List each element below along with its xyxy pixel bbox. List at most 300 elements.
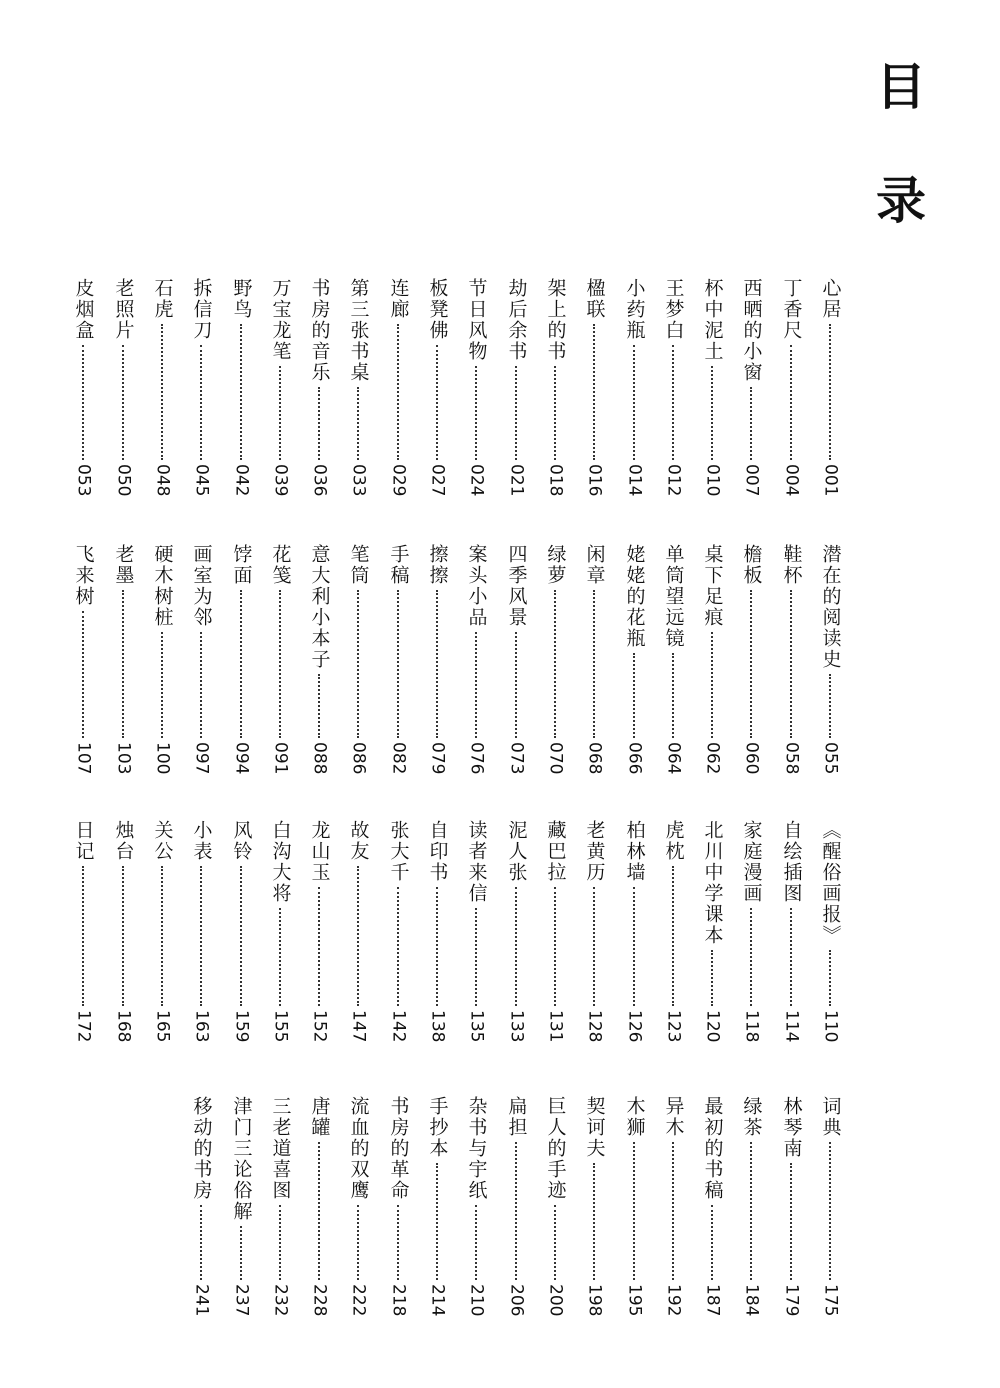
entry-page-number: 039 [270, 463, 291, 496]
dot-leader [357, 387, 359, 460]
entry-title: 四季风景 [505, 544, 528, 628]
dot-leader [515, 1142, 517, 1280]
dot-leader [436, 590, 438, 738]
title-char-1: 目 [876, 57, 926, 116]
toc-entry[interactable] [304, 1096, 334, 1316]
entry-title: 异木 [662, 1096, 685, 1138]
toc-entry[interactable] [815, 1096, 845, 1316]
entry-page-number: 107 [73, 741, 94, 774]
entry-title: 唐罐 [308, 1096, 331, 1138]
dot-leader [593, 887, 595, 1006]
toc-entry[interactable] [815, 820, 845, 1042]
entry-page-number: 165 [152, 1009, 173, 1042]
title-char-2: 录 [876, 171, 926, 230]
dot-leader [750, 908, 752, 1006]
toc-entry[interactable] [343, 278, 373, 496]
dot-leader [711, 1205, 713, 1280]
dot-leader [829, 674, 831, 738]
entry-page-number: 010 [702, 463, 723, 496]
entry-title: 扁担 [505, 1096, 528, 1138]
dot-leader [672, 345, 674, 460]
entry-page-number: 086 [348, 741, 369, 774]
entry-title: 木狮 [623, 1096, 646, 1138]
entry-page-number: 133 [506, 1009, 527, 1042]
entry-page-number: 210 [466, 1283, 487, 1316]
entry-title: 手抄本 [426, 1096, 449, 1159]
toc-entry[interactable] [186, 278, 216, 496]
toc-entry[interactable] [658, 1096, 688, 1316]
toc-entry[interactable] [265, 1096, 295, 1316]
entry-page-number: 206 [506, 1283, 527, 1316]
entry-title: 自绘插图 [780, 820, 803, 904]
entry-title: 小表 [190, 820, 213, 862]
dot-leader [475, 632, 477, 738]
dot-leader [436, 1163, 438, 1280]
entry-title: 书房的革命 [387, 1096, 410, 1201]
entry-title: 绿萝 [544, 544, 567, 586]
dot-leader [475, 908, 477, 1006]
entry-title: 张大千 [387, 820, 410, 883]
entry-page-number: 068 [584, 741, 605, 774]
dot-leader [279, 908, 281, 1006]
dot-leader [829, 324, 831, 460]
dot-leader [357, 590, 359, 738]
entry-page-number: 126 [624, 1009, 645, 1042]
toc-entry[interactable] [147, 278, 177, 496]
entry-title: 鞋杯 [780, 544, 803, 586]
toc-entry[interactable] [343, 820, 373, 1042]
toc-entry[interactable] [619, 820, 649, 1042]
toc-entry[interactable] [186, 1096, 216, 1316]
dot-leader [161, 866, 163, 1006]
entry-title: 《醒俗画报》 [819, 820, 842, 946]
dot-leader [829, 950, 831, 1006]
entry-title: 手稿 [387, 544, 410, 586]
toc-entry[interactable] [383, 278, 413, 496]
toc-entry[interactable] [147, 544, 177, 774]
dot-leader [240, 866, 242, 1006]
toc-entry[interactable] [304, 278, 334, 496]
toc-entry[interactable] [383, 544, 413, 774]
dot-leader [790, 590, 792, 738]
entry-page-number: 018 [545, 463, 566, 496]
dot-leader [633, 653, 635, 738]
dot-leader [200, 345, 202, 460]
entry-title: 老照片 [112, 278, 135, 341]
entry-title: 节日风物 [465, 278, 488, 362]
dot-leader [711, 950, 713, 1006]
entry-title: 第三张书桌 [347, 278, 370, 383]
entry-page-number: 094 [231, 741, 252, 774]
entry-page-number: 147 [348, 1009, 369, 1042]
dot-leader [515, 366, 517, 460]
entry-title: 石虎 [151, 278, 174, 320]
entry-title: 画室为邻 [190, 544, 213, 628]
entry-page-number: 110 [820, 1009, 841, 1042]
entry-title: 架上的书 [544, 278, 567, 362]
dot-leader [279, 366, 281, 460]
entry-page-number: 131 [545, 1009, 566, 1042]
toc-entry[interactable] [461, 544, 491, 774]
dot-leader [318, 387, 320, 460]
toc-entry[interactable] [383, 1096, 413, 1316]
toc-entry[interactable] [265, 278, 295, 496]
toc-entry[interactable] [619, 544, 649, 774]
dot-leader [554, 590, 556, 738]
dot-leader [318, 674, 320, 738]
entry-page-number: 155 [270, 1009, 291, 1042]
entry-page-number: 050 [113, 463, 134, 496]
dot-leader [515, 632, 517, 738]
dot-leader [161, 324, 163, 460]
entry-title: 野鸟 [230, 278, 253, 320]
entry-page-number: 073 [506, 741, 527, 774]
dot-leader [475, 366, 477, 460]
entry-title: 柏林墙 [623, 820, 646, 883]
entry-page-number: 152 [309, 1009, 330, 1042]
toc-entry[interactable] [501, 820, 531, 1042]
entry-page-number: 163 [191, 1009, 212, 1042]
entry-page-number: 048 [152, 463, 173, 496]
dot-leader [122, 866, 124, 1006]
entry-page-number: 195 [624, 1283, 645, 1316]
entry-page-number: 033 [348, 463, 369, 496]
dot-leader [82, 611, 84, 738]
entry-title: 王梦白 [662, 278, 685, 341]
entry-title: 最初的书稿 [701, 1096, 724, 1201]
entry-page-number: 029 [388, 463, 409, 496]
toc-entry[interactable] [736, 278, 766, 496]
entry-title: 家庭漫画 [740, 820, 763, 904]
entry-title: 移动的书房 [190, 1096, 213, 1201]
toc-entry[interactable] [461, 278, 491, 496]
entry-page-number: 241 [191, 1283, 212, 1316]
entry-page-number: 012 [663, 463, 684, 496]
dot-leader [750, 1142, 752, 1280]
entry-title: 词典 [819, 1096, 842, 1138]
entry-page-number: 172 [73, 1009, 94, 1042]
entry-title: 小药瓶 [623, 278, 646, 341]
entry-page-number: 024 [466, 463, 487, 496]
entry-page-number: 004 [781, 463, 802, 496]
entry-title: 檐板 [740, 544, 763, 586]
dot-leader [593, 590, 595, 738]
entry-page-number: 200 [545, 1283, 566, 1316]
dot-leader [672, 653, 674, 738]
entry-page-number: 120 [702, 1009, 723, 1042]
entry-page-number: 058 [781, 741, 802, 774]
toc-entry[interactable] [265, 544, 295, 774]
toc-entry[interactable] [68, 278, 98, 496]
dot-leader [279, 1205, 281, 1280]
entry-page-number: 142 [388, 1009, 409, 1042]
entry-page-number: 060 [741, 741, 762, 774]
dot-leader [554, 366, 556, 460]
toc-entry[interactable] [343, 544, 373, 774]
toc-entry[interactable] [619, 278, 649, 496]
toc-entry[interactable] [343, 1096, 373, 1316]
entry-page-number: 128 [584, 1009, 605, 1042]
dot-leader [593, 324, 595, 460]
entry-page-number: 222 [348, 1283, 369, 1316]
toc-entry[interactable] [304, 544, 334, 774]
entry-page-number: 175 [820, 1283, 841, 1316]
toc-entry[interactable] [226, 278, 256, 496]
toc-entry[interactable] [736, 1096, 766, 1316]
dot-leader [279, 590, 281, 738]
toc-entry[interactable] [422, 820, 452, 1042]
entry-title: 花笺 [269, 544, 292, 586]
entry-title: 自印书 [426, 820, 449, 883]
entry-page-number: 097 [191, 741, 212, 774]
entry-title: 饽面 [230, 544, 253, 586]
entry-title: 劫后余书 [505, 278, 528, 362]
entry-title: 关公 [151, 820, 174, 862]
dot-leader [318, 887, 320, 1006]
dot-leader [161, 632, 163, 738]
entry-title: 烛台 [112, 820, 135, 862]
entry-page-number: 123 [663, 1009, 684, 1042]
dot-leader [397, 887, 399, 1006]
entry-page-number: 014 [624, 463, 645, 496]
toc-entry[interactable] [579, 544, 609, 774]
dot-leader [554, 887, 556, 1006]
entry-title: 泥人张 [505, 820, 528, 883]
dot-leader [397, 1205, 399, 1280]
dot-leader [790, 908, 792, 1006]
dot-leader [554, 1205, 556, 1280]
entry-page-number: 021 [506, 463, 527, 496]
entry-title: 擦擦 [426, 544, 449, 586]
dot-leader [82, 866, 84, 1006]
entry-title: 流血的双鹰 [347, 1096, 370, 1201]
toc-entry[interactable] [501, 544, 531, 774]
toc-entry[interactable] [697, 1096, 727, 1316]
toc-entry[interactable] [422, 544, 452, 774]
entry-title: 契诃夫 [583, 1096, 606, 1159]
dot-leader [790, 1163, 792, 1280]
entry-page-number: 179 [781, 1283, 802, 1316]
entry-title: 绿茶 [740, 1096, 763, 1138]
dot-leader [829, 1142, 831, 1280]
entry-title: 笔筒 [347, 544, 370, 586]
dot-leader [790, 345, 792, 460]
toc-entry[interactable] [540, 1096, 570, 1316]
entry-page-number: 076 [466, 741, 487, 774]
page-title [866, 57, 936, 230]
dot-leader [318, 1142, 320, 1280]
toc-entry[interactable] [147, 820, 177, 1042]
entry-title: 津门三论俗解 [230, 1096, 253, 1222]
entry-title: 杯中泥土 [701, 278, 724, 362]
entry-page-number: 187 [702, 1283, 723, 1316]
entry-title: 万宝龙笔 [269, 278, 292, 362]
toc-entry[interactable] [619, 1096, 649, 1316]
dot-leader [397, 324, 399, 460]
entry-page-number: 088 [309, 741, 330, 774]
entry-page-number: 045 [191, 463, 212, 496]
entry-title: 西晒的小窗 [740, 278, 763, 383]
dot-leader [711, 366, 713, 460]
dot-leader [515, 887, 517, 1006]
dot-leader [357, 1205, 359, 1280]
entry-page-number: 016 [584, 463, 605, 496]
entry-page-number: 168 [113, 1009, 134, 1042]
dot-leader [711, 632, 713, 738]
toc-entry[interactable] [579, 820, 609, 1042]
toc-entry[interactable] [579, 1096, 609, 1316]
dot-leader [672, 1142, 674, 1280]
toc-entry[interactable] [186, 544, 216, 774]
entry-title: 潜在的阅读史 [819, 544, 842, 670]
toc-entry[interactable] [540, 820, 570, 1042]
entry-title: 闲章 [583, 544, 606, 586]
entry-title: 故友 [347, 820, 370, 862]
toc-entry[interactable] [108, 278, 138, 496]
dot-leader [240, 590, 242, 738]
entry-page-number: 001 [820, 463, 841, 496]
entry-title: 单筒望远镜 [662, 544, 685, 649]
toc-entry[interactable] [186, 820, 216, 1042]
entry-page-number: 138 [427, 1009, 448, 1042]
toc-entry[interactable] [383, 820, 413, 1042]
toc-entry[interactable] [776, 820, 806, 1042]
entry-title: 心居 [819, 278, 842, 320]
toc-entry[interactable] [304, 820, 334, 1042]
toc-entry[interactable] [501, 1096, 531, 1316]
entry-title: 虎枕 [662, 820, 685, 862]
toc-entry[interactable] [540, 278, 570, 496]
dot-leader [200, 866, 202, 1006]
entry-page-number: 100 [152, 741, 173, 774]
toc-entry[interactable] [226, 820, 256, 1042]
entry-page-number: 070 [545, 741, 566, 774]
entry-title: 杂书与宇纸 [465, 1096, 488, 1201]
entry-page-number: 184 [741, 1283, 762, 1316]
toc-entry[interactable] [579, 278, 609, 496]
entry-title: 林琴南 [780, 1096, 803, 1159]
entry-title: 案头小品 [465, 544, 488, 628]
dot-leader [240, 1226, 242, 1280]
entry-title: 拆信刀 [190, 278, 213, 341]
entry-page-number: 027 [427, 463, 448, 496]
toc-entry[interactable] [422, 1096, 452, 1316]
toc-entry[interactable] [226, 544, 256, 774]
entry-page-number: 237 [231, 1283, 252, 1316]
dot-leader [436, 345, 438, 460]
toc-entry[interactable] [226, 1096, 256, 1316]
toc-entry[interactable] [108, 820, 138, 1042]
toc-entry[interactable] [815, 544, 845, 774]
toc-entry[interactable] [108, 544, 138, 774]
entry-page-number: 066 [624, 741, 645, 774]
toc-entry[interactable] [68, 544, 98, 774]
toc-entry[interactable] [68, 820, 98, 1042]
dot-leader [240, 324, 242, 460]
dot-leader [357, 866, 359, 1006]
toc-entry[interactable] [658, 820, 688, 1042]
dot-leader [200, 1205, 202, 1280]
entry-page-number: 214 [427, 1283, 448, 1316]
entry-page-number: 198 [584, 1283, 605, 1316]
dot-leader [436, 887, 438, 1006]
dot-leader [672, 866, 674, 1006]
entry-page-number: 228 [309, 1283, 330, 1316]
entry-page-number: 103 [113, 741, 134, 774]
entry-title: 读者来信 [465, 820, 488, 904]
entry-title: 桌下足痕 [701, 544, 724, 628]
entry-page-number: 064 [663, 741, 684, 774]
toc-entry[interactable] [658, 544, 688, 774]
toc-entry[interactable] [776, 1096, 806, 1316]
entry-title: 连廊 [387, 278, 410, 320]
entry-title: 老黄历 [583, 820, 606, 883]
toc-entry[interactable] [422, 278, 452, 496]
toc-entry[interactable] [265, 820, 295, 1042]
entry-title: 日记 [72, 820, 95, 862]
entry-page-number: 232 [270, 1283, 291, 1316]
entry-title: 老墨 [112, 544, 135, 586]
entry-page-number: 055 [820, 741, 841, 774]
entry-title: 意大利小本子 [308, 544, 331, 670]
dot-leader [633, 887, 635, 1006]
entry-title: 板凳佛 [426, 278, 449, 341]
toc-entry[interactable] [736, 544, 766, 774]
dot-leader [593, 1163, 595, 1280]
dot-leader [200, 632, 202, 738]
toc-entry[interactable] [501, 278, 531, 496]
entry-page-number: 218 [388, 1283, 409, 1316]
entry-page-number: 036 [309, 463, 330, 496]
entry-page-number: 091 [270, 741, 291, 774]
entry-title: 巨人的手迹 [544, 1096, 567, 1201]
toc-entry[interactable] [776, 544, 806, 774]
entry-title: 姥姥的花瓶 [623, 544, 646, 649]
toc-entry[interactable] [697, 820, 727, 1042]
entry-title: 飞来树 [72, 544, 95, 607]
entry-page-number: 053 [73, 463, 94, 496]
toc-entry[interactable] [461, 820, 491, 1042]
entry-page-number: 079 [427, 741, 448, 774]
dot-leader [750, 387, 752, 460]
dot-leader [397, 590, 399, 738]
entry-title: 白沟大将 [269, 820, 292, 904]
entry-title: 硬木树桩 [151, 544, 174, 628]
dot-leader [633, 1142, 635, 1280]
dot-leader [82, 345, 84, 460]
entry-page-number: 118 [741, 1009, 762, 1042]
entry-title: 龙山玉 [308, 820, 331, 883]
dot-leader [633, 345, 635, 460]
entry-title: 书房的音乐 [308, 278, 331, 383]
toc-entry[interactable] [815, 278, 845, 496]
entry-title: 风铃 [230, 820, 253, 862]
toc-entry[interactable] [697, 278, 727, 496]
toc-entry[interactable] [697, 544, 727, 774]
entry-page-number: 062 [702, 741, 723, 774]
entry-page-number: 114 [781, 1009, 802, 1042]
entry-page-number: 007 [741, 463, 762, 496]
toc-entry[interactable] [776, 278, 806, 496]
entry-page-number: 082 [388, 741, 409, 774]
toc-entry[interactable] [658, 278, 688, 496]
toc-entry[interactable] [736, 820, 766, 1042]
toc-entry[interactable] [461, 1096, 491, 1316]
entry-title: 皮烟盒 [72, 278, 95, 341]
entry-page-number: 135 [466, 1009, 487, 1042]
toc-entry[interactable] [540, 544, 570, 774]
entry-title: 丁香尺 [780, 278, 803, 341]
